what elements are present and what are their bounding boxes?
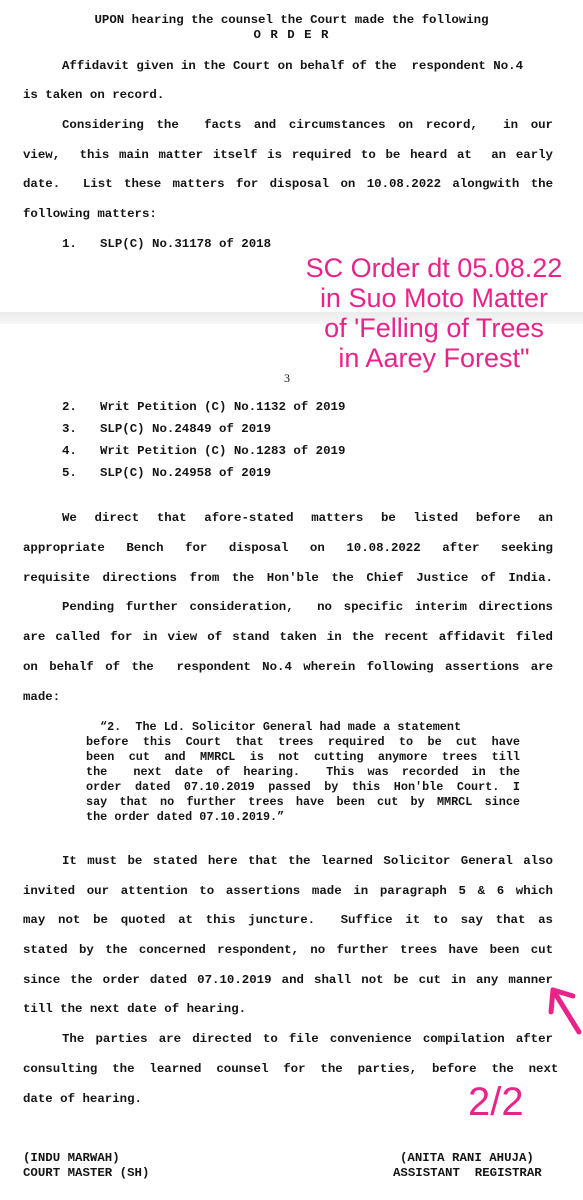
para5-line: It must be stated here that the learned Solicitor General also <box>62 854 553 868</box>
quote-line: the order dated 07.10.2019.” <box>86 810 285 824</box>
annotation-page-marker: 2/2 <box>468 1080 524 1124</box>
arrow-icon <box>545 978 583 1036</box>
matter-text: SLP(C) No.24958 of 2019 <box>100 466 272 480</box>
signatory-right-title: ASSISTANT REGISTRAR <box>393 1166 542 1180</box>
signatory-left-name: (INDU MARWAH) <box>23 1151 120 1165</box>
para2-line: following matters: <box>23 207 157 221</box>
para6-line: date of hearing. <box>23 1092 142 1106</box>
para5-line: stated by the concerned respondent, no further trees have been cut <box>23 943 553 957</box>
matter-text: SLP(C) No.31178 of 2018 <box>100 237 272 251</box>
para4-line: made: <box>23 690 61 704</box>
matter-text: Writ Petition (C) No.1132 of 2019 <box>100 400 346 414</box>
matter-text: Writ Petition (C) No.1283 of 2019 <box>100 444 346 458</box>
quote-line: before this Court that trees required to be cut have <box>86 735 520 749</box>
quote-line: been cut and MMRCL is not cutting anymore trees till <box>86 750 520 764</box>
matter-text: SLP(C) No.24849 of 2019 <box>100 422 272 436</box>
para2-line: view, this main matter itself is required to be heard at an early <box>23 148 553 162</box>
matter-number: 5. <box>62 466 77 480</box>
quote-line: the next date of hearing. This was recorded in the <box>86 765 520 779</box>
annotation-title: SC Order dt 05.08.22 in Suo Moto Matter of 'Felling of Trees in Aarey Forest" <box>305 253 563 373</box>
para5-line: invited our attention to assertions made in paragraph 5 & 6 which <box>23 884 553 898</box>
para2-line: date. List these matters for disposal on 10.08.2022 alongwith the <box>23 177 553 191</box>
order-header-line: UPON hearing the counsel the Court made the following <box>94 13 489 27</box>
para4-line: are called for in view of stand taken in the recent affidavit filed <box>23 630 553 644</box>
para5-line: since the order dated 07.10.2019 and shall not be cut in any manner <box>23 973 553 987</box>
para6-line: consulting the learned counsel for the parties, before the next <box>23 1062 559 1076</box>
para6-line: The parties are directed to file convenience compilation after <box>62 1032 553 1046</box>
para1-line: is taken on record. <box>23 88 165 102</box>
para3-line: We direct that afore-stated matters be listed before an <box>62 511 553 525</box>
order-title: O R D E R <box>253 28 330 42</box>
para5-line: till the next date of hearing. <box>23 1002 247 1016</box>
para3-line: appropriate Bench for disposal on 10.08.2022 after seeking <box>23 541 553 555</box>
signatory-right-name: (ANITA RANI AHUJA) <box>400 1151 534 1165</box>
signatory-left-title: COURT MASTER (SH) <box>23 1166 150 1180</box>
matter-number: 4. <box>62 444 77 458</box>
quote-line: “2. The Ld. Solicitor General had made a statement <box>100 720 462 734</box>
para2-line: Considering the facts and circumstances on record, in our <box>62 118 553 132</box>
para1-line: Affidavit given in the Court on behalf of the respondent No.4 <box>62 59 524 73</box>
matter-number: 3. <box>62 422 77 436</box>
para4-line: on behalf of the respondent No.4 wherein following assertions are <box>23 660 553 674</box>
matter-number: 2. <box>62 400 77 414</box>
matter-number: 1. <box>62 237 77 251</box>
page-number: 3 <box>284 371 290 385</box>
para5-line: may not be quoted at this juncture. Suffice it to say that as <box>23 913 553 927</box>
para4-line: Pending further consideration, no specific interim directions <box>62 600 553 614</box>
quote-line: say that no further trees have been cut by MMRCL since <box>86 795 520 809</box>
quote-line: order dated 07.10.2019 passed by this Hon'ble Court. I <box>86 780 520 794</box>
para3-line: requisite directions from the Hon'ble the Chief Justice of India. <box>23 571 553 585</box>
